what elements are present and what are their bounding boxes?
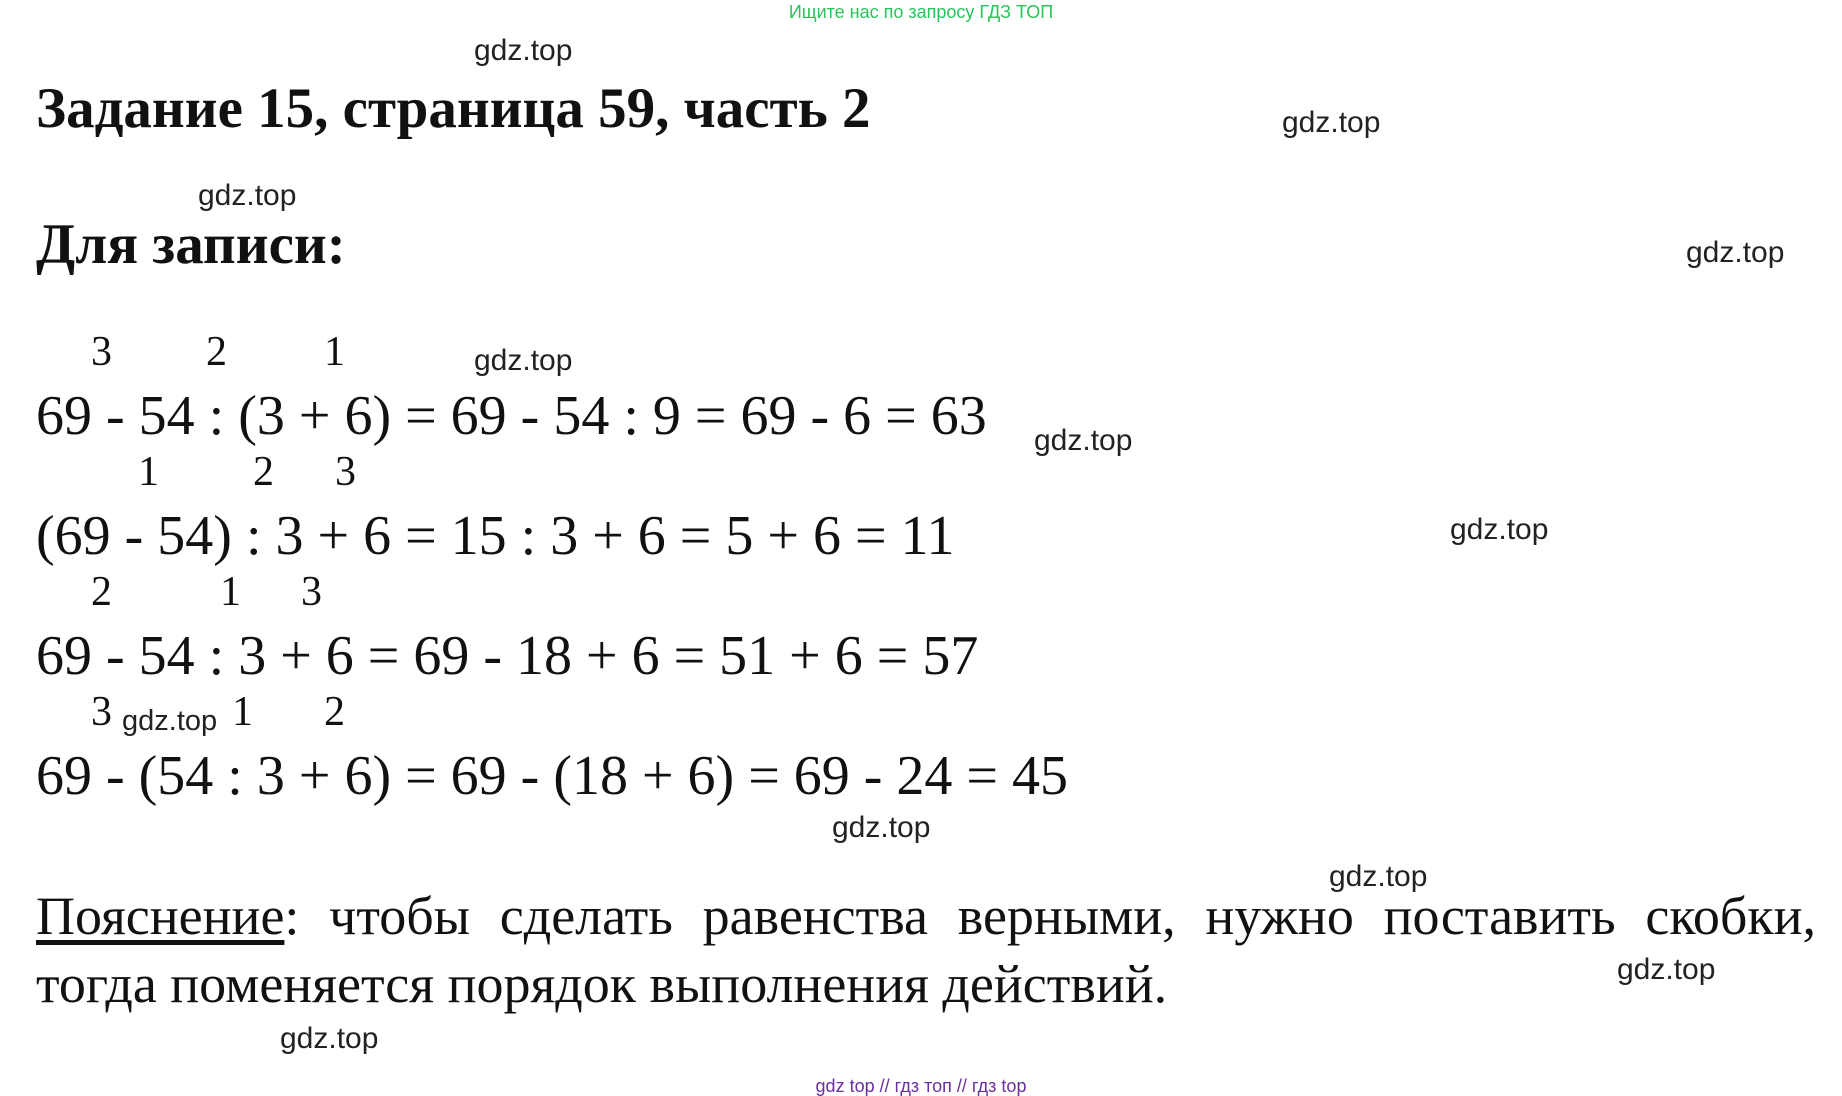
bottom-banner: gdz top // гдз топ // гдз top (815, 1076, 1027, 1096)
watermark: gdz.top (1282, 106, 1381, 139)
equation-4: 69 - (54 : 3 + 6) = 69 - (18 + 6) = 69 - 24 = 45 (36, 745, 1069, 807)
order-number: 1 (232, 689, 253, 735)
watermark: gdz.top (122, 705, 218, 737)
watermark: gdz.top (1617, 953, 1716, 986)
watermark: gdz.top (1450, 513, 1549, 546)
order-number: 3 (335, 449, 356, 495)
explanation-text: : чтобы сделать равенства верными, нужно поставить скобки, тогда поменяется порядок выполнения действий. (36, 886, 1816, 1014)
order-number: 3 (91, 329, 112, 375)
order-number: 2 (91, 569, 112, 615)
page-title: Задание 15, страница 59, часть 2 (36, 77, 871, 140)
equation-1: 69 - 54 : (3 + 6) = 69 - 54 : 9 = 69 - 6 = 63 (36, 385, 987, 447)
order-number: 1 (138, 449, 159, 495)
equation-2: (69 - 54) : 3 + 6 = 15 : 3 + 6 = 5 + 6 = 11 (36, 505, 955, 567)
order-number: 1 (324, 329, 345, 375)
order-number: 2 (206, 329, 227, 375)
order-number: 3 (301, 569, 322, 615)
watermark: gdz.top (198, 179, 297, 212)
order-number: 2 (324, 689, 345, 735)
explanation-paragraph (36, 882, 1816, 1018)
watermark: gdz.top (832, 811, 931, 844)
order-number: 1 (220, 569, 241, 615)
watermark: gdz.top (1686, 236, 1785, 269)
watermark: gdz.top (1329, 860, 1428, 893)
watermark: gdz.top (1034, 424, 1133, 457)
top-banner: Ищите нас по запросу ГДЗ ТОП (788, 2, 1054, 22)
watermark: gdz.top (280, 1022, 379, 1055)
section-heading: Для записи: (36, 213, 346, 276)
explanation-label: Пояснение (36, 886, 285, 946)
order-number: 2 (253, 449, 274, 495)
watermark: gdz.top (474, 344, 573, 377)
order-number: 3 (91, 689, 112, 735)
watermark: gdz.top (474, 34, 573, 67)
equation-3: 69 - 54 : 3 + 6 = 69 - 18 + 6 = 51 + 6 = 57 (36, 625, 979, 687)
